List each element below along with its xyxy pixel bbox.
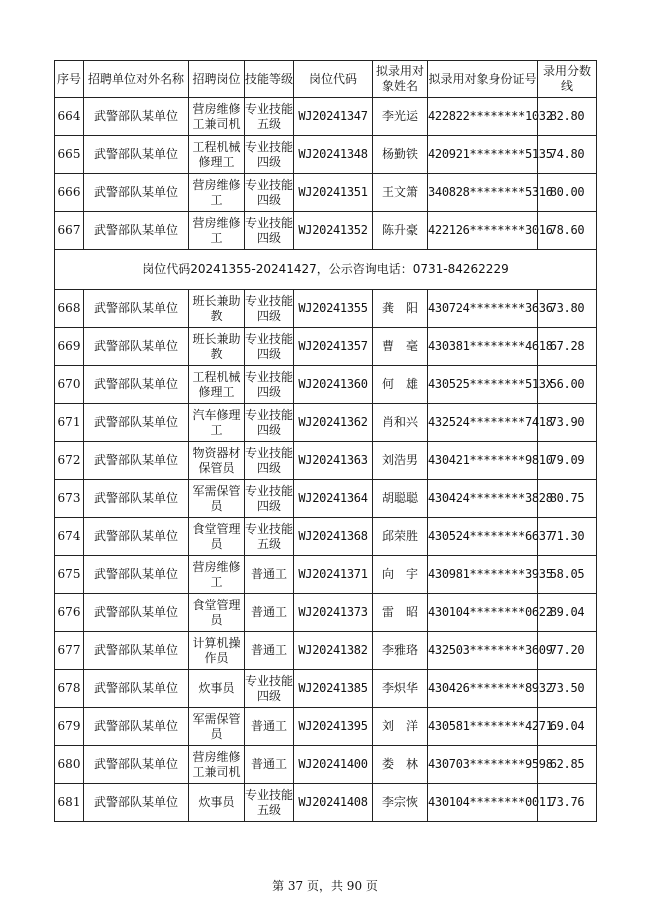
cell-id: 430525********513X	[428, 366, 538, 404]
cell-seq: 665	[55, 136, 84, 174]
header-name: 拟录用对象姓名	[373, 61, 428, 98]
results-table	[54, 60, 597, 822]
header-position: 招聘岗位	[189, 61, 245, 98]
table-row	[55, 442, 597, 480]
cell-position: 食堂管理员	[189, 594, 245, 632]
cell-score: 77.20	[538, 632, 597, 670]
cell-name: 胡聪聪	[373, 480, 428, 518]
cell-position: 班长兼助教	[189, 290, 245, 328]
table-row	[55, 670, 597, 708]
cell-seq: 671	[55, 404, 84, 442]
cell-code: WJ20241400	[294, 746, 373, 784]
cell-id: 340828********5316	[428, 174, 538, 212]
cell-score: 89.04	[538, 594, 597, 632]
cell-unit: 武警部队某单位	[84, 708, 189, 746]
cell-unit: 武警部队某单位	[84, 442, 189, 480]
cell-name: 肖和兴	[373, 404, 428, 442]
cell-skill: 专业技能四级	[245, 404, 294, 442]
cell-unit: 武警部队某单位	[84, 594, 189, 632]
cell-unit: 武警部队某单位	[84, 480, 189, 518]
cell-seq: 676	[55, 594, 84, 632]
cell-skill: 专业技能五级	[245, 98, 294, 136]
cell-name: 陈升豪	[373, 212, 428, 250]
cell-name: 李光运	[373, 98, 428, 136]
cell-skill: 专业技能四级	[245, 670, 294, 708]
cell-id: 430104********0011	[428, 784, 538, 822]
cell-name: 娄 林	[373, 746, 428, 784]
cell-unit: 武警部队某单位	[84, 136, 189, 174]
cell-id: 432524********7418	[428, 404, 538, 442]
section-row	[55, 250, 597, 290]
cell-seq: 667	[55, 212, 84, 250]
cell-code: WJ20241360	[294, 366, 373, 404]
cell-code: WJ20241371	[294, 556, 373, 594]
header-unit: 招聘单位对外名称	[84, 61, 189, 98]
cell-position: 营房维修工兼司机	[189, 746, 245, 784]
cell-skill: 专业技能五级	[245, 518, 294, 556]
header-seq: 序号	[55, 61, 84, 98]
cell-id: 430421********9810	[428, 442, 538, 480]
cell-skill: 普通工	[245, 632, 294, 670]
cell-skill: 普通工	[245, 708, 294, 746]
cell-score: 74.80	[538, 136, 597, 174]
cell-score: 62.85	[538, 746, 597, 784]
cell-seq: 680	[55, 746, 84, 784]
table-row	[55, 212, 597, 250]
cell-skill: 专业技能四级	[245, 174, 294, 212]
cell-position: 炊事员	[189, 784, 245, 822]
table-row	[55, 594, 597, 632]
table-row	[55, 136, 597, 174]
cell-code: WJ20241373	[294, 594, 373, 632]
cell-id: 422822********1032	[428, 98, 538, 136]
cell-seq: 669	[55, 328, 84, 366]
cell-score: 80.00	[538, 174, 597, 212]
cell-unit: 武警部队某单位	[84, 366, 189, 404]
cell-score: 82.80	[538, 98, 597, 136]
cell-code: WJ20241347	[294, 98, 373, 136]
cell-seq: 681	[55, 784, 84, 822]
cell-position: 营房维修工兼司机	[189, 98, 245, 136]
cell-code: WJ20241348	[294, 136, 373, 174]
cell-seq: 670	[55, 366, 84, 404]
cell-unit: 武警部队某单位	[84, 212, 189, 250]
section-group	[55, 250, 597, 290]
cell-unit: 武警部队某单位	[84, 98, 189, 136]
cell-seq: 679	[55, 708, 84, 746]
cell-unit: 武警部队某单位	[84, 290, 189, 328]
cell-name: 何 雄	[373, 366, 428, 404]
cell-name: 邱荣胜	[373, 518, 428, 556]
cell-position: 食堂管理员	[189, 518, 245, 556]
cell-score: 58.05	[538, 556, 597, 594]
cell-position: 班长兼助教	[189, 328, 245, 366]
table-row	[55, 98, 597, 136]
cell-code: WJ20241355	[294, 290, 373, 328]
cell-skill: 专业技能四级	[245, 290, 294, 328]
cell-seq: 674	[55, 518, 84, 556]
table-row	[55, 632, 597, 670]
cell-id: 430524********6637	[428, 518, 538, 556]
cell-unit: 武警部队某单位	[84, 746, 189, 784]
cell-score: 69.04	[538, 708, 597, 746]
cell-skill: 普通工	[245, 594, 294, 632]
cell-skill: 专业技能四级	[245, 328, 294, 366]
cell-code: WJ20241362	[294, 404, 373, 442]
cell-unit: 武警部队某单位	[84, 556, 189, 594]
cell-id: 430381********4618	[428, 328, 538, 366]
table-row	[55, 480, 597, 518]
table-row	[55, 328, 597, 366]
cell-seq: 677	[55, 632, 84, 670]
table-row	[55, 556, 597, 594]
cell-seq: 668	[55, 290, 84, 328]
table-row	[55, 518, 597, 556]
cell-id: 430981********3935	[428, 556, 538, 594]
cell-name: 刘浩男	[373, 442, 428, 480]
cell-name: 李炽华	[373, 670, 428, 708]
cell-skill: 专业技能四级	[245, 480, 294, 518]
cell-id: 420921********5135	[428, 136, 538, 174]
cell-name: 龚 阳	[373, 290, 428, 328]
header-skill: 技能等级	[245, 61, 294, 98]
cell-name: 曹 毫	[373, 328, 428, 366]
cell-position: 汽车修理工	[189, 404, 245, 442]
cell-position: 工程机械修理工	[189, 136, 245, 174]
cell-unit: 武警部队某单位	[84, 670, 189, 708]
cell-position: 营房维修工	[189, 174, 245, 212]
table-row	[55, 404, 597, 442]
cell-code: WJ20241351	[294, 174, 373, 212]
cell-skill: 专业技能四级	[245, 212, 294, 250]
cell-score: 79.09	[538, 442, 597, 480]
table-row	[55, 290, 597, 328]
cell-id: 430724********3636	[428, 290, 538, 328]
table-body-group-a	[55, 98, 597, 250]
cell-id: 430426********8932	[428, 670, 538, 708]
cell-position: 营房维修工	[189, 212, 245, 250]
cell-unit: 武警部队某单位	[84, 632, 189, 670]
cell-seq: 673	[55, 480, 84, 518]
cell-skill: 普通工	[245, 746, 294, 784]
cell-name: 向 宇	[373, 556, 428, 594]
cell-score: 73.90	[538, 404, 597, 442]
cell-code: WJ20241364	[294, 480, 373, 518]
table-body-group-b	[55, 290, 597, 822]
cell-seq: 678	[55, 670, 84, 708]
table-row	[55, 174, 597, 212]
header-row	[55, 61, 597, 98]
cell-score: 78.60	[538, 212, 597, 250]
cell-skill: 专业技能四级	[245, 366, 294, 404]
cell-unit: 武警部队某单位	[84, 518, 189, 556]
cell-position: 军需保管员	[189, 708, 245, 746]
table-row	[55, 784, 597, 822]
header-code: 岗位代码	[294, 61, 373, 98]
cell-code: WJ20241382	[294, 632, 373, 670]
cell-seq: 666	[55, 174, 84, 212]
cell-id: 422126********3016	[428, 212, 538, 250]
cell-score: 73.80	[538, 290, 597, 328]
page-footer: 第 37 页，共 90 页	[272, 879, 378, 893]
cell-position: 营房维修工	[189, 556, 245, 594]
cell-name: 杨勤铁	[373, 136, 428, 174]
cell-code: WJ20241368	[294, 518, 373, 556]
cell-name: 刘 洋	[373, 708, 428, 746]
cell-position: 军需保管员	[189, 480, 245, 518]
cell-unit: 武警部队某单位	[84, 328, 189, 366]
cell-unit: 武警部队某单位	[84, 174, 189, 212]
cell-unit: 武警部队某单位	[84, 404, 189, 442]
cell-skill: 专业技能四级	[245, 136, 294, 174]
cell-skill: 专业技能四级	[245, 442, 294, 480]
cell-id: 430104********0622	[428, 594, 538, 632]
cell-score: 56.00	[538, 366, 597, 404]
cell-position: 炊事员	[189, 670, 245, 708]
table-row	[55, 708, 597, 746]
cell-code: WJ20241385	[294, 670, 373, 708]
cell-score: 73.50	[538, 670, 597, 708]
cell-id: 430581********4271	[428, 708, 538, 746]
cell-score: 67.28	[538, 328, 597, 366]
cell-position: 物资器材保管员	[189, 442, 245, 480]
cell-code: WJ20241363	[294, 442, 373, 480]
cell-score: 71.30	[538, 518, 597, 556]
cell-score: 73.76	[538, 784, 597, 822]
cell-name: 王文箫	[373, 174, 428, 212]
header-id: 拟录用对象身份证号	[428, 61, 538, 98]
cell-name: 李雅珞	[373, 632, 428, 670]
section-note: 岗位代码20241355-20241427，公示咨询电话：0731-84262229	[55, 250, 597, 290]
cell-seq: 672	[55, 442, 84, 480]
cell-seq: 675	[55, 556, 84, 594]
table-row	[55, 366, 597, 404]
cell-skill: 专业技能五级	[245, 784, 294, 822]
cell-code: WJ20241357	[294, 328, 373, 366]
cell-skill: 普通工	[245, 556, 294, 594]
cell-code: WJ20241352	[294, 212, 373, 250]
table-row	[55, 746, 597, 784]
header-score: 录用分数线	[538, 61, 597, 98]
cell-id: 432503********3609	[428, 632, 538, 670]
cell-code: WJ20241395	[294, 708, 373, 746]
cell-seq: 664	[55, 98, 84, 136]
cell-position: 工程机械修理工	[189, 366, 245, 404]
cell-score: 80.75	[538, 480, 597, 518]
cell-unit: 武警部队某单位	[84, 784, 189, 822]
cell-position: 计算机操作员	[189, 632, 245, 670]
cell-id: 430424********3828	[428, 480, 538, 518]
cell-code: WJ20241408	[294, 784, 373, 822]
cell-name: 雷 昭	[373, 594, 428, 632]
cell-name: 李宗恢	[373, 784, 428, 822]
cell-id: 430703********9598	[428, 746, 538, 784]
